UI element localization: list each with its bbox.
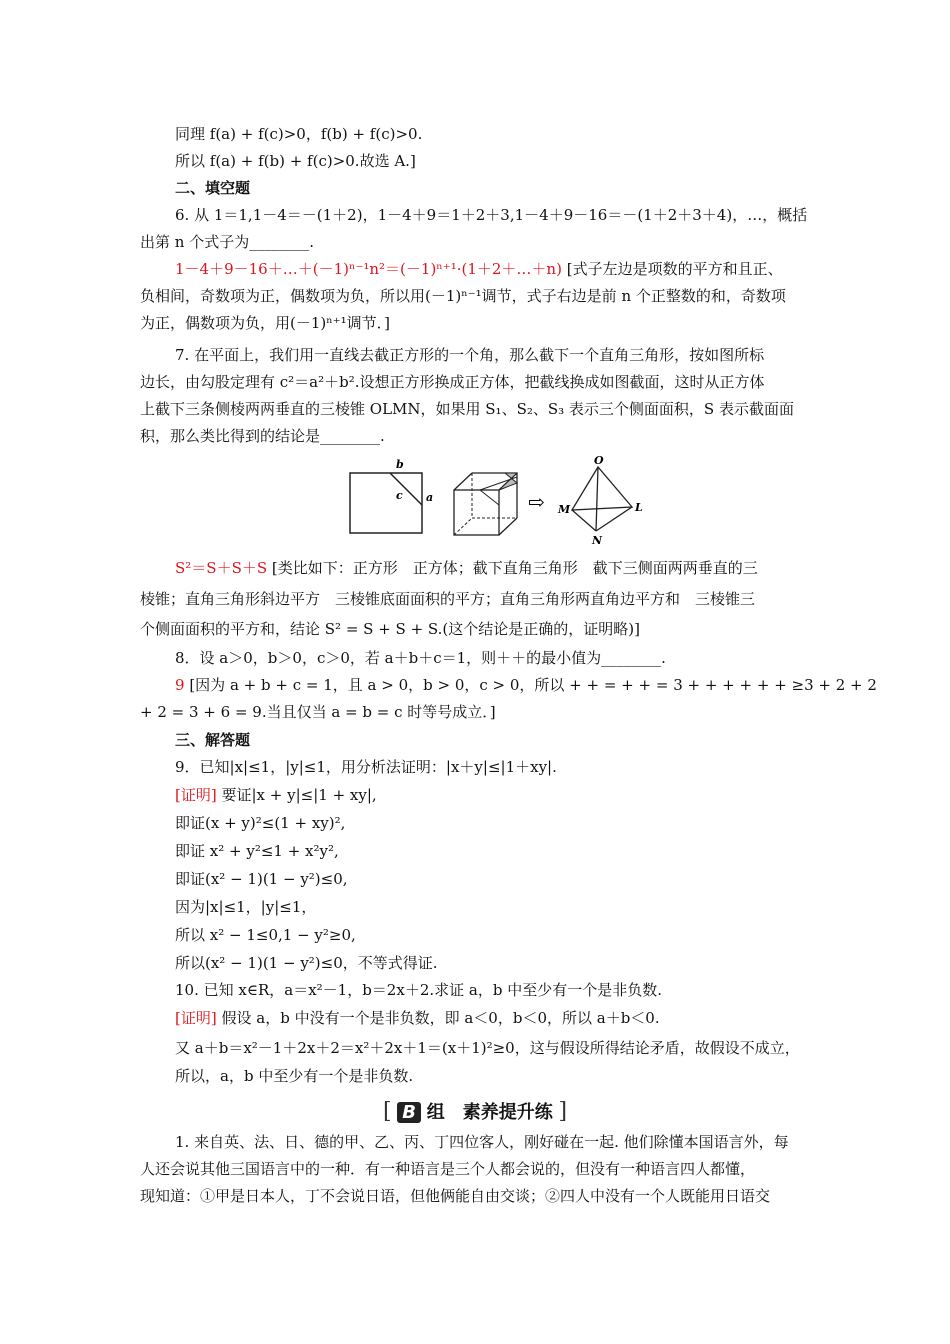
- geometry-figure: [340, 455, 650, 547]
- proof-10-start: [175, 1008, 660, 1028]
- text-line: 边长，由勾股定理有 c²＝a²＋b².设想正方形换成正方体，把截线换成如图截面，这时从正方体: [140, 373, 765, 391]
- text-line: 棱锥；直角三角形斜边平方 三棱锥底面面积的平方；直角三角形两直角边平方和 三棱锥三: [140, 590, 756, 608]
- proof-line: 即证(x² − 1)(1 − y²)≤0,: [175, 870, 348, 888]
- question-10: 10. 已知 x∈R，a＝x²－1，b＝2x＋2.求证 a，b 中至少有一个是非负数.: [175, 981, 662, 999]
- label-L: L: [635, 501, 643, 514]
- section-heading: 二、填空题: [175, 179, 251, 197]
- proof-line: 要证|x + y|≤|1 + xy|,: [221, 786, 377, 804]
- label-O: O: [594, 455, 604, 467]
- text-line: 人还会说其他三国语言中的一种．有一种语言是三个人都会说的，但没有一种语言四人都懂，: [140, 1160, 756, 1178]
- answer-8-explanation: [因为 a + b + c = 1，且 a > 0，b > 0，c > 0，所以 + + = + + = 3 + + + + + + ≥3 + 2 + 2: [189, 676, 877, 694]
- label-c: c: [396, 489, 403, 502]
- question-6: 6. 从 1＝1,1－4＝－(1＋2)，1－4＋9＝1＋2＋3,1－4＋9－16＝－(1＋2＋3＋4)，…，概括: [175, 206, 808, 224]
- proof-line: 所以(x² − 1)(1 − y²)≤0，不等式得证.: [175, 954, 438, 972]
- proof-line: 因为|x|≤1，|y|≤1，: [175, 898, 317, 916]
- answer-7-value: S²＝S＋S＋S: [175, 559, 268, 577]
- answer-8: [175, 675, 877, 695]
- label-N: N: [592, 534, 603, 547]
- proof-tag: [证明]: [175, 786, 217, 804]
- section-heading: 三、解答题: [175, 731, 251, 749]
- question-8: 8．设 a＞0，b＞0，c＞0，若 a＋b＋c＝1，则＋＋的最小值为________.: [175, 649, 666, 667]
- label-a: a: [426, 491, 434, 504]
- label-b: b: [396, 458, 404, 471]
- text-line: 所以 f(a) + f(b) + f(c)>0.故选 A.]: [175, 152, 416, 170]
- proof-line: 即证 x² + y²≤1 + x²y²,: [175, 842, 339, 860]
- text-line: 为正，偶数项为负，用(－1)ⁿ⁺¹调节．]: [140, 314, 391, 332]
- group-b-header: [0, 1098, 950, 1124]
- text-line: 积，那么类比得到的结论是________.: [140, 427, 385, 445]
- proof-line: 所以 x² − 1≤0,1 − y²≥0,: [175, 926, 356, 944]
- proof-9-start: [175, 785, 377, 805]
- answer-6-explanation: [式子左边是项数的平方和且正、: [566, 260, 783, 278]
- b-question-1: 1. 来自英、法、日、德的甲、乙、丙、丁四位客人，刚好碰在一起. 他们除懂本国语言外，每: [175, 1133, 789, 1151]
- bracket-left: [: [382, 1099, 392, 1124]
- group-b-title: 组 素养提升练: [426, 1102, 553, 1123]
- text-line: + 2 = 3 + 6 = 9.当且仅当 a = b = c 时等号成立．]: [140, 703, 496, 721]
- proof-tag: [证明]: [175, 1009, 217, 1027]
- proof-line: 又 a＋b＝x²－1＋2x＋2＝x²＋2x＋1＝(x＋1)²≥0，这与假设所得结论矛盾，故假设不成立，: [175, 1039, 800, 1057]
- text-line: 上截下三条侧棱两两垂直的三棱锥 OLMN，如果用 S₁、S₂、S₃ 表示三个侧面面积，S 表示截面面: [140, 400, 794, 418]
- question-9: 9．已知|x|≤1，|y|≤1，用分析法证明：|x＋y|≤|1＋xy|.: [175, 758, 557, 776]
- answer-6-value: 1－4＋9－16＋…＋(－1)ⁿ⁻¹n²＝(－1)ⁿ⁺¹·(1＋2＋…＋n): [175, 260, 562, 278]
- text-line: 现知道：①甲是日本人，丁不会说日语，但他俩能自由交谈；②四人中没有一个人既能用日语交: [140, 1187, 771, 1205]
- proof-line: 所以，a，b 中至少有一个是非负数.: [175, 1067, 414, 1085]
- arrow-icon: ⇨: [528, 490, 545, 514]
- proof-line: 即证(x + y)²≤(1 + xy)²,: [175, 814, 346, 832]
- question-7: 7. 在平面上，我们用一直线去截正方形的一个角，那么截下一个直角三角形，按如图所标: [175, 346, 765, 364]
- bracket-right: ]: [558, 1099, 568, 1124]
- answer-8-value: 9: [175, 676, 185, 694]
- text-line: 负相间，奇数项为正，偶数项为负，所以用(－1)ⁿ⁻¹调节，式子右边是前 n 个正整数的和，奇数项: [140, 287, 786, 305]
- question-6-cont: 出第 n 个式子为________.: [140, 233, 314, 251]
- text-line: 同理 f(a) + f(c)>0，f(b) + f(c)>0.: [175, 125, 423, 143]
- answer-7: [175, 558, 758, 578]
- text-line: 个侧面面积的平方和，结论 S² = S + S + S.(这个结论是正确的，证明略)]: [140, 620, 640, 638]
- answer-7-explanation: [类比如下：正方形 正方体；截下直角三角形 截下三侧面两两垂直的三: [271, 559, 758, 577]
- group-b-badge: B: [397, 1102, 421, 1123]
- proof-line: 假设 a，b 中没有一个是非负数，即 a＜0，b＜0，所以 a＋b＜0.: [221, 1009, 660, 1027]
- label-M: M: [558, 503, 571, 516]
- answer-6: [175, 259, 783, 279]
